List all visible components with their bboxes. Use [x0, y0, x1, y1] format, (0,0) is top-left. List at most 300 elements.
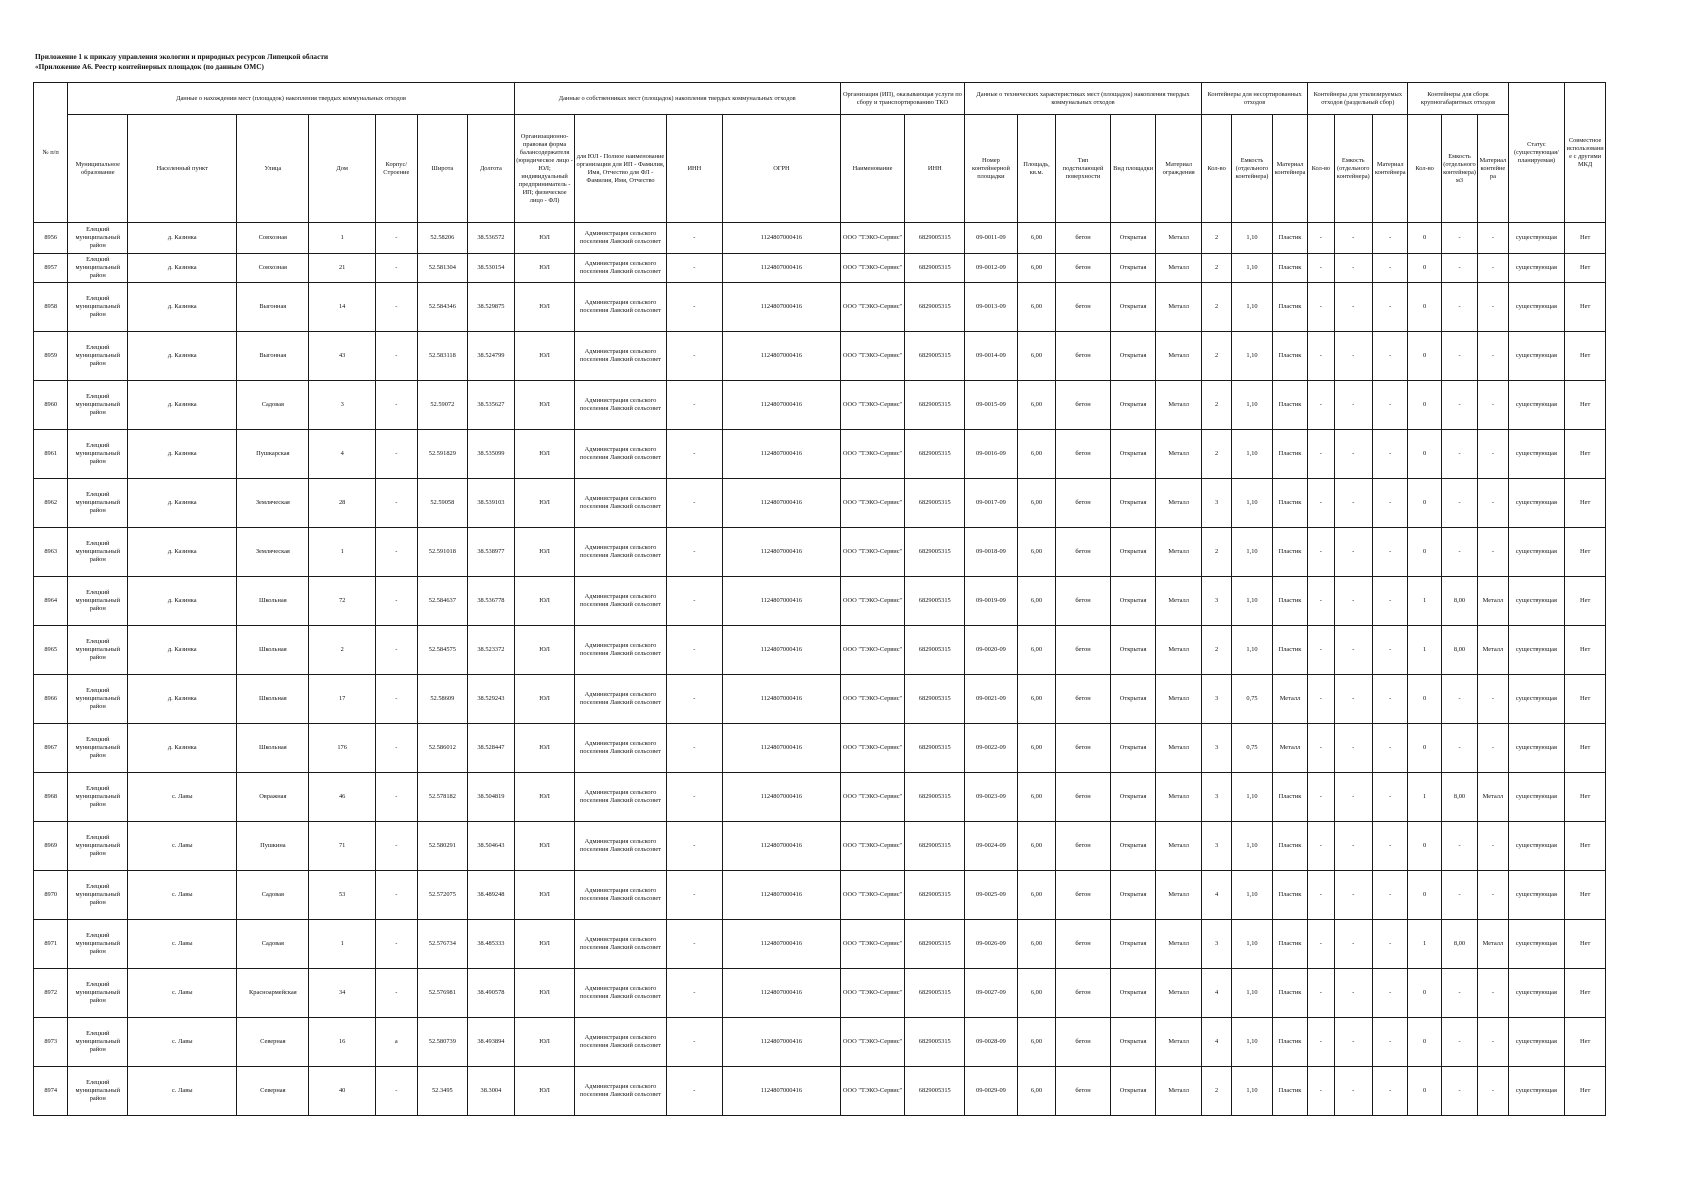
cell-bc: 0 [1408, 528, 1441, 577]
cell-ogrn: 1124807000416 [723, 528, 840, 577]
cell-status: существующая [1508, 920, 1565, 969]
header-line-1: Приложение 1 к приказу управления экологии и природных ресурсов Липецкой области [35, 52, 329, 61]
cell-area: 6,00 [1017, 871, 1055, 920]
cell-um: Пластик [1272, 626, 1307, 675]
cell-shared: Нет [1565, 773, 1606, 822]
cell-mun: Елецкий муниципальный район [68, 1067, 128, 1116]
cell-owner: Администрация сельского поселения Лавский сельсовет [575, 626, 666, 675]
cell-lat: 52.584637 [417, 577, 468, 626]
cell-form: ЮЛ [514, 254, 575, 283]
cell-um: Пластик [1272, 920, 1307, 969]
cell-op: ООО "ТЭКО-Сервис" [840, 920, 905, 969]
cell-bm: Металл [1478, 626, 1508, 675]
cell-lon: 38.485333 [468, 920, 515, 969]
cell-site: 09-0013-09 [965, 283, 1018, 332]
cell-um: Пластик [1272, 969, 1307, 1018]
cell-uc: 2 [1201, 1067, 1231, 1116]
cell-type: Открытая [1110, 920, 1156, 969]
cell-area: 6,00 [1017, 254, 1055, 283]
cell-op: ООО "ТЭКО-Сервис" [840, 332, 905, 381]
cell-shared: Нет [1565, 1067, 1606, 1116]
cell-bld: - [376, 920, 417, 969]
cell-bc: 0 [1408, 1018, 1441, 1067]
cell-bc: 0 [1408, 675, 1441, 724]
cell-street: Садовая [237, 381, 309, 430]
cell-rv: - [1334, 430, 1372, 479]
cell-rv: - [1334, 1018, 1372, 1067]
cell-um: Пластик [1272, 332, 1307, 381]
cell-status: существующая [1508, 1067, 1565, 1116]
cell-shared: Нет [1565, 1018, 1606, 1067]
cell-ogrn: 1124807000416 [723, 675, 840, 724]
cell-bv: - [1441, 969, 1477, 1018]
table-row [34, 675, 1606, 724]
cell-inn: - [666, 920, 723, 969]
cell-bv: - [1441, 254, 1477, 283]
cell-bm: - [1478, 1018, 1508, 1067]
cell-settl: с. Лавы [128, 920, 237, 969]
cell-ogrn: 1124807000416 [723, 479, 840, 528]
cell-lat: 52.584575 [417, 626, 468, 675]
cell-fence: Металл [1156, 283, 1202, 332]
cell-bc: 0 [1408, 332, 1441, 381]
cell-mun: Елецкий муниципальный район [68, 920, 128, 969]
col-header-house: Дом [309, 115, 376, 223]
cell-op: ООО "ТЭКО-Сервис" [840, 773, 905, 822]
cell-no: 8960 [34, 381, 68, 430]
cell-owner: Администрация сельского поселения Лавский сельсовет [575, 1018, 666, 1067]
cell-bm: - [1478, 675, 1508, 724]
cell-inn: - [666, 381, 723, 430]
cell-bm: - [1478, 724, 1508, 773]
cell-type: Открытая [1110, 577, 1156, 626]
cell-rv: - [1334, 920, 1372, 969]
cell-inn: - [666, 223, 723, 254]
cell-uv: 1,10 [1232, 528, 1272, 577]
cell-rm: - [1372, 479, 1407, 528]
cell-fence: Металл [1156, 254, 1202, 283]
cell-type: Открытая [1110, 626, 1156, 675]
cell-bc: 0 [1408, 430, 1441, 479]
cell-rm: - [1372, 773, 1407, 822]
cell-um: Пластик [1272, 871, 1307, 920]
cell-uv: 1,10 [1232, 1018, 1272, 1067]
table-row [34, 626, 1606, 675]
cell-rc: - [1308, 577, 1334, 626]
cell-fence: Металл [1156, 675, 1202, 724]
cell-op: ООО "ТЭКО-Сервис" [840, 283, 905, 332]
cell-inn: - [666, 1067, 723, 1116]
col-header-municipality: Муниципальное образование [68, 115, 128, 223]
cell-rv: - [1334, 773, 1372, 822]
cell-street: Школьная [237, 675, 309, 724]
cell-form: ЮЛ [514, 626, 575, 675]
cell-owner: Администрация сельского поселения Лавский сельсовет [575, 479, 666, 528]
cell-op: ООО "ТЭКО-Сервис" [840, 479, 905, 528]
cell-rv: - [1334, 381, 1372, 430]
cell-form: ЮЛ [514, 1067, 575, 1116]
cell-ogrn: 1124807000416 [723, 773, 840, 822]
cell-rm: - [1372, 969, 1407, 1018]
cell-settl: с. Лавы [128, 871, 237, 920]
cell-rm: - [1372, 254, 1407, 283]
cell-form: ЮЛ [514, 283, 575, 332]
cell-ogrn: 1124807000416 [723, 577, 840, 626]
cell-surf: бетон [1056, 283, 1111, 332]
cell-site: 09-0011-09 [965, 223, 1018, 254]
cell-surf: бетон [1056, 724, 1111, 773]
cell-bc: 1 [1408, 773, 1441, 822]
cell-surf: бетон [1056, 773, 1111, 822]
cell-form: ЮЛ [514, 822, 575, 871]
cell-bc: 0 [1408, 381, 1441, 430]
cell-street: Земляческая [237, 528, 309, 577]
cell-street: Северная [237, 1067, 309, 1116]
cell-rm: - [1372, 223, 1407, 254]
cell-uv: 1,10 [1232, 254, 1272, 283]
cell-op: ООО "ТЭКО-Сервис" [840, 223, 905, 254]
cell-area: 6,00 [1017, 773, 1055, 822]
col-header-org-form: Организационно-правовая форма балансодержателя (юридическое лицо - ЮЛ; индивидуальный предприниматель - ИП; физическое лицо - ФЛ) [514, 115, 575, 223]
col-header-recycled-material: Материал контейнера [1372, 115, 1407, 223]
cell-bm: - [1478, 430, 1508, 479]
cell-mun: Елецкий муниципальный район [68, 969, 128, 1018]
cell-site: 09-0012-09 [965, 254, 1018, 283]
cell-surf: бетон [1056, 254, 1111, 283]
cell-bc: 0 [1408, 283, 1441, 332]
cell-mun: Елецкий муниципальный район [68, 479, 128, 528]
cell-inn: - [666, 1018, 723, 1067]
cell-bm: - [1478, 381, 1508, 430]
cell-fence: Металл [1156, 822, 1202, 871]
cell-bm: - [1478, 969, 1508, 1018]
cell-bm: - [1478, 528, 1508, 577]
cell-house: 46 [309, 773, 376, 822]
cell-no: 8956 [34, 223, 68, 254]
cell-uv: 1,10 [1232, 969, 1272, 1018]
cell-house: 72 [309, 577, 376, 626]
cell-surf: бетон [1056, 528, 1111, 577]
cell-fence: Металл [1156, 871, 1202, 920]
cell-ogrn: 1124807000416 [723, 969, 840, 1018]
cell-bld: - [376, 675, 417, 724]
cell-street: Совхозная [237, 254, 309, 283]
cell-ogrn: 1124807000416 [723, 283, 840, 332]
cell-area: 6,00 [1017, 724, 1055, 773]
cell-bv: 8,00 [1441, 920, 1477, 969]
cell-street: Школьная [237, 724, 309, 773]
cell-no: 8967 [34, 724, 68, 773]
col-header-owner-inn: ИНН [666, 115, 723, 223]
group-header-unsorted: Контейнеры для несортированных отходов [1201, 83, 1307, 115]
cell-shared: Нет [1565, 528, 1606, 577]
cell-owner: Администрация сельского поселения Лавский сельсовет [575, 430, 666, 479]
cell-uc: 3 [1201, 920, 1231, 969]
cell-inn: - [666, 724, 723, 773]
cell-ogrn: 1124807000416 [723, 1067, 840, 1116]
cell-lon: 38.529875 [468, 283, 515, 332]
cell-area: 6,00 [1017, 675, 1055, 724]
table-row [34, 430, 1606, 479]
cell-bv: - [1441, 675, 1477, 724]
cell-street: Выгонная [237, 332, 309, 381]
cell-inn: - [666, 254, 723, 283]
cell-surf: бетон [1056, 223, 1111, 254]
cell-inn: - [666, 430, 723, 479]
cell-settl: д. Казинка [128, 223, 237, 254]
cell-owner: Администрация сельского поселения Лавский сельсовет [575, 920, 666, 969]
cell-settl: с. Лавы [128, 1067, 237, 1116]
cell-op: ООО "ТЭКО-Сервис" [840, 577, 905, 626]
cell-lon: 38.536572 [468, 223, 515, 254]
cell-rv: - [1334, 479, 1372, 528]
cell-bm: Металл [1478, 773, 1508, 822]
cell-mun: Елецкий муниципальный район [68, 283, 128, 332]
cell-form: ЮЛ [514, 381, 575, 430]
cell-lat: 52.3495 [417, 1067, 468, 1116]
cell-bv: - [1441, 223, 1477, 254]
col-header-lon: Долгота [468, 115, 515, 223]
cell-owner: Администрация сельского поселения Лавский сельсовет [575, 528, 666, 577]
cell-no: 8971 [34, 920, 68, 969]
cell-owner: Администрация сельского поселения Лавский сельсовет [575, 871, 666, 920]
cell-mun: Елецкий муниципальный район [68, 822, 128, 871]
cell-bc: 0 [1408, 969, 1441, 1018]
cell-rc: - [1308, 528, 1334, 577]
cell-opinn: 6829005315 [905, 675, 965, 724]
cell-lon: 38.536778 [468, 577, 515, 626]
container-sites-registry-table [33, 82, 1606, 1116]
cell-settl: с. Лавы [128, 773, 237, 822]
cell-shared: Нет [1565, 381, 1606, 430]
col-header-owner-name: для ЮЛ - Полное наименование организации для ИП - Фамилия, Имя, Отчество для ФЛ - Фамилия, Имя, Отчество [575, 115, 666, 223]
cell-bld: - [376, 773, 417, 822]
cell-settl: д. Казинка [128, 626, 237, 675]
cell-rc: - [1308, 381, 1334, 430]
cell-bld: - [376, 332, 417, 381]
group-header-tech: Данные о технических характеристиках мест (площадок) накопления твердых коммунальных отходов [965, 83, 1202, 115]
cell-settl: д. Казинка [128, 577, 237, 626]
table-row [34, 969, 1606, 1018]
cell-inn: - [666, 283, 723, 332]
cell-rm: - [1372, 871, 1407, 920]
cell-rm: - [1372, 528, 1407, 577]
cell-um: Пластик [1272, 577, 1307, 626]
cell-shared: Нет [1565, 254, 1606, 283]
cell-no: 8959 [34, 332, 68, 381]
cell-house: 34 [309, 969, 376, 1018]
cell-rv: - [1334, 822, 1372, 871]
cell-rm: - [1372, 332, 1407, 381]
col-header-no: № п/п [34, 83, 68, 223]
document-header [35, 52, 328, 72]
cell-mun: Елецкий муниципальный район [68, 773, 128, 822]
col-header-unsorted-volume: Емкость (отдельного контейнера) [1232, 115, 1272, 223]
cell-rc: - [1308, 675, 1334, 724]
cell-site: 09-0027-09 [965, 969, 1018, 1018]
col-header-street: Улица [237, 115, 309, 223]
cell-shared: Нет [1565, 430, 1606, 479]
cell-bv: - [1441, 724, 1477, 773]
cell-lat: 52.584346 [417, 283, 468, 332]
cell-fence: Металл [1156, 1067, 1202, 1116]
cell-um: Металл [1272, 675, 1307, 724]
cell-form: ЮЛ [514, 773, 575, 822]
cell-mun: Елецкий муниципальный район [68, 871, 128, 920]
cell-uc: 3 [1201, 724, 1231, 773]
cell-uv: 1,10 [1232, 479, 1272, 528]
cell-bm: - [1478, 283, 1508, 332]
table-row [34, 479, 1606, 528]
cell-area: 6,00 [1017, 430, 1055, 479]
cell-fence: Металл [1156, 626, 1202, 675]
cell-no: 8972 [34, 969, 68, 1018]
cell-form: ЮЛ [514, 332, 575, 381]
cell-fence: Металл [1156, 381, 1202, 430]
cell-surf: бетон [1056, 430, 1111, 479]
cell-bld: - [376, 626, 417, 675]
cell-street: Садовая [237, 871, 309, 920]
cell-bm: - [1478, 871, 1508, 920]
cell-uv: 1,10 [1232, 1067, 1272, 1116]
cell-shared: Нет [1565, 822, 1606, 871]
table-row [34, 724, 1606, 773]
cell-lat: 52.586012 [417, 724, 468, 773]
cell-um: Пластик [1272, 1067, 1307, 1116]
table-row [34, 773, 1606, 822]
cell-area: 6,00 [1017, 528, 1055, 577]
cell-fence: Металл [1156, 430, 1202, 479]
cell-fence: Металл [1156, 1018, 1202, 1067]
cell-shared: Нет [1565, 479, 1606, 528]
cell-form: ЮЛ [514, 969, 575, 1018]
cell-op: ООО "ТЭКО-Сервис" [840, 675, 905, 724]
table-row [34, 223, 1606, 254]
cell-area: 6,00 [1017, 577, 1055, 626]
cell-um: Пластик [1272, 773, 1307, 822]
cell-settl: д. Казинка [128, 381, 237, 430]
cell-lon: 38.493894 [468, 1018, 515, 1067]
cell-um: Пластик [1272, 223, 1307, 254]
cell-opinn: 6829005315 [905, 724, 965, 773]
cell-uc: 2 [1201, 254, 1231, 283]
cell-street: Школьная [237, 626, 309, 675]
cell-uc: 3 [1201, 577, 1231, 626]
cell-lon: 38.504643 [468, 822, 515, 871]
cell-rc: - [1308, 332, 1334, 381]
cell-no: 8962 [34, 479, 68, 528]
cell-lat: 52.580739 [417, 1018, 468, 1067]
cell-street: Пушкарская [237, 430, 309, 479]
cell-uv: 1,10 [1232, 822, 1272, 871]
cell-site: 09-0022-09 [965, 724, 1018, 773]
col-header-operator-inn: ИНН [905, 115, 965, 223]
cell-opinn: 6829005315 [905, 577, 965, 626]
cell-fence: Металл [1156, 724, 1202, 773]
cell-rv: - [1334, 675, 1372, 724]
cell-opinn: 6829005315 [905, 626, 965, 675]
cell-rv: - [1334, 223, 1372, 254]
col-header-surface: Тип подстилающей поверхности [1056, 115, 1111, 223]
group-header-owner: Данные о собственниках мест (площадок) накопления твердых коммунальных отходов [514, 83, 840, 115]
cell-owner: Администрация сельского поселения Лавский сельсовет [575, 1067, 666, 1116]
cell-bv: - [1441, 381, 1477, 430]
cell-bv: - [1441, 430, 1477, 479]
cell-shared: Нет [1565, 871, 1606, 920]
cell-ogrn: 1124807000416 [723, 822, 840, 871]
cell-type: Открытая [1110, 675, 1156, 724]
cell-opinn: 6829005315 [905, 920, 965, 969]
cell-surf: бетон [1056, 969, 1111, 1018]
cell-rv: - [1334, 528, 1372, 577]
cell-mun: Елецкий муниципальный район [68, 223, 128, 254]
cell-fence: Металл [1156, 528, 1202, 577]
cell-bv: - [1441, 528, 1477, 577]
cell-type: Открытая [1110, 1018, 1156, 1067]
cell-uv: 1,10 [1232, 283, 1272, 332]
cell-uc: 3 [1201, 822, 1231, 871]
cell-bc: 0 [1408, 1067, 1441, 1116]
cell-site: 09-0024-09 [965, 822, 1018, 871]
cell-mun: Елецкий муниципальный район [68, 381, 128, 430]
cell-surf: бетон [1056, 675, 1111, 724]
cell-rc: - [1308, 1067, 1334, 1116]
cell-opinn: 6829005315 [905, 1067, 965, 1116]
cell-street: Красноармейская [237, 969, 309, 1018]
cell-rm: - [1372, 577, 1407, 626]
cell-type: Открытая [1110, 332, 1156, 381]
cell-opinn: 6829005315 [905, 822, 965, 871]
table-row [34, 822, 1606, 871]
cell-rc: - [1308, 626, 1334, 675]
cell-rv: - [1334, 969, 1372, 1018]
cell-opinn: 6829005315 [905, 223, 965, 254]
cell-bv: - [1441, 332, 1477, 381]
cell-ogrn: 1124807000416 [723, 724, 840, 773]
cell-form: ЮЛ [514, 430, 575, 479]
cell-lat: 52.581304 [417, 254, 468, 283]
cell-type: Открытая [1110, 1067, 1156, 1116]
cell-house: 1 [309, 528, 376, 577]
cell-no: 8957 [34, 254, 68, 283]
cell-rc: - [1308, 254, 1334, 283]
cell-street: Земляческая [237, 479, 309, 528]
cell-fence: Металл [1156, 223, 1202, 254]
cell-lon: 38.523372 [468, 626, 515, 675]
cell-rm: - [1372, 626, 1407, 675]
col-header-lat: Широта [417, 115, 468, 223]
cell-bv: - [1441, 283, 1477, 332]
cell-form: ЮЛ [514, 920, 575, 969]
cell-um: Пластик [1272, 479, 1307, 528]
cell-site: 09-0025-09 [965, 871, 1018, 920]
cell-uc: 3 [1201, 479, 1231, 528]
cell-house: 176 [309, 724, 376, 773]
cell-house: 14 [309, 283, 376, 332]
cell-bld: - [376, 223, 417, 254]
cell-opinn: 6829005315 [905, 528, 965, 577]
cell-no: 8958 [34, 283, 68, 332]
cell-status: существующая [1508, 254, 1565, 283]
col-header-bulky-material: Материал контейнера [1478, 115, 1508, 223]
cell-surf: бетон [1056, 479, 1111, 528]
cell-surf: бетон [1056, 920, 1111, 969]
cell-bld: - [376, 871, 417, 920]
cell-inn: - [666, 969, 723, 1018]
cell-ogrn: 1124807000416 [723, 920, 840, 969]
registry-body [34, 223, 1606, 1116]
cell-rm: - [1372, 430, 1407, 479]
